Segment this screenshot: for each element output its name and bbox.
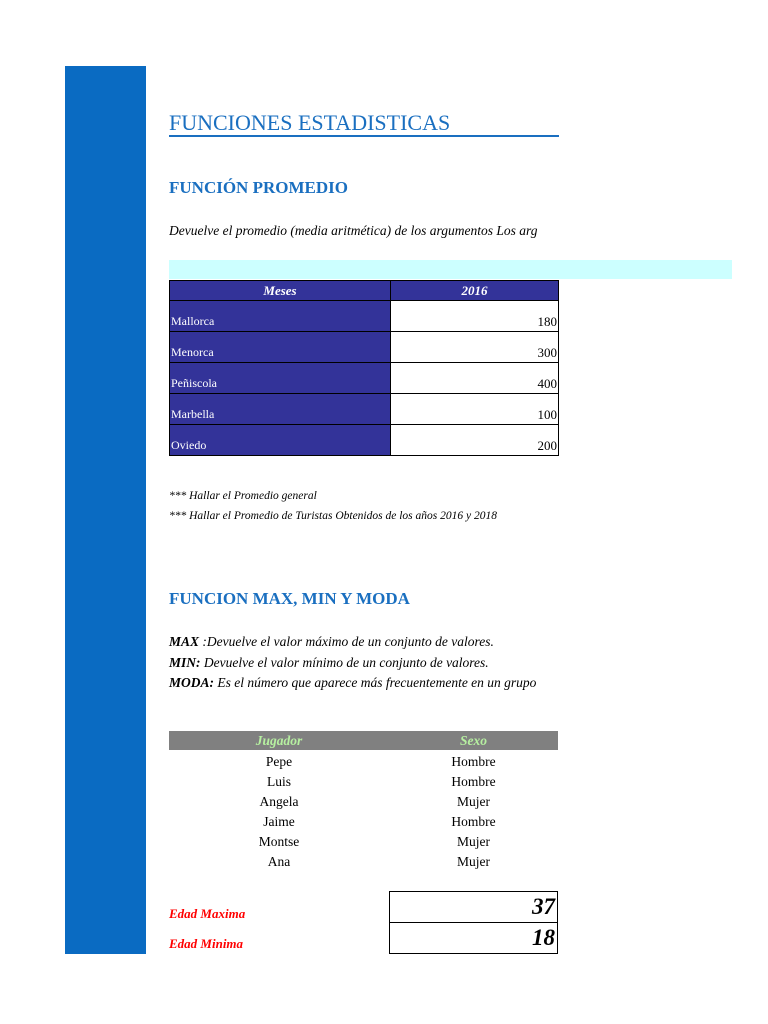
table-row	[170, 332, 559, 363]
promedio-description: Devuelve el promedio (media aritmética) de los argumentos Los arg	[169, 223, 538, 238]
table-row	[169, 852, 558, 872]
edad-minima-label: Edad Minima	[169, 936, 244, 951]
sexo-cell[interactable]: Hombre	[451, 774, 496, 789]
edad-minima-cell[interactable]	[389, 922, 558, 954]
turistas-table	[169, 280, 559, 456]
table-row	[170, 425, 559, 456]
definition-moda	[169, 673, 536, 694]
value-cell[interactable]: 180	[391, 301, 559, 332]
table-row	[169, 792, 558, 812]
sexo-cell[interactable]: Hombre	[451, 814, 496, 829]
cyan-band	[169, 260, 732, 279]
column-header-meses[interactable]: Meses	[170, 281, 391, 301]
column-header-jugador[interactable]: Jugador	[255, 733, 303, 748]
definition-max	[169, 632, 536, 653]
note-promedio-general: *** Hallar el Promedio general	[169, 490, 317, 502]
left-blue-sidebar	[65, 66, 146, 954]
table-row	[170, 394, 559, 425]
value-cell[interactable]: 200	[391, 425, 559, 456]
definition-text: :Devuelve el valor máximo de un conjunto de valores.	[199, 634, 494, 649]
value-cell[interactable]: 300	[391, 332, 559, 363]
definition-text: Es el número que aparece más frecuentemente en un grupo	[214, 675, 537, 690]
value-cell[interactable]: 100	[391, 394, 559, 425]
term-max: MAX	[169, 634, 200, 649]
sexo-cell[interactable]: Mujer	[457, 794, 490, 809]
term-moda: MODA:	[169, 675, 215, 690]
note-promedio-turistas: *** Hallar el Promedio de Turistas Obtenidos de los años 2016 y 2018	[169, 510, 497, 522]
jugador-cell[interactable]: Angela	[259, 794, 299, 809]
definitions-block	[169, 632, 536, 694]
sexo-cell[interactable]: Hombre	[451, 754, 496, 769]
term-min: MIN:	[169, 654, 201, 670]
column-header-2016[interactable]: 2016	[391, 281, 559, 301]
maxmin-heading: FUNCION MAX, MIN Y MODA	[169, 589, 410, 608]
place-cell[interactable]: Oviedo	[170, 425, 391, 456]
edad-minima-value: 18	[532, 925, 555, 950]
edad-maxima-label: Edad Maxima	[169, 906, 246, 921]
table-row	[170, 301, 559, 332]
jugador-cell[interactable]: Luis	[266, 774, 291, 789]
jugador-cell[interactable]: Ana	[267, 854, 291, 869]
place-cell[interactable]: Mallorca	[170, 301, 391, 332]
jugadores-header	[169, 731, 558, 750]
table-row	[169, 752, 558, 772]
page-title: FUNCIONES ESTADISTICAS	[169, 110, 451, 135]
promedio-heading: FUNCIÓN PROMEDIO	[169, 178, 348, 197]
place-cell[interactable]: Marbella	[170, 394, 391, 425]
place-cell[interactable]: Peñiscola	[170, 363, 391, 394]
sexo-cell[interactable]: Mujer	[457, 834, 490, 849]
definition-min	[169, 653, 536, 674]
column-header-sexo[interactable]: Sexo	[460, 733, 487, 748]
jugador-cell[interactable]: Montse	[258, 834, 300, 849]
definition-text: Devuelve el valor mínimo de un conjunto de valores.	[200, 654, 489, 670]
table-row	[169, 832, 558, 852]
sexo-cell[interactable]: Mujer	[457, 854, 490, 869]
edad-maxima-value: 37	[532, 894, 555, 919]
edad-maxima-cell[interactable]	[389, 891, 558, 923]
table-row	[169, 812, 558, 832]
title-underline	[169, 135, 559, 137]
table-row	[169, 772, 558, 792]
value-cell[interactable]: 400	[391, 363, 559, 394]
table-row	[170, 363, 559, 394]
jugador-cell[interactable]: Jaime	[263, 814, 295, 829]
jugador-cell[interactable]: Pepe	[265, 754, 293, 769]
place-cell[interactable]: Menorca	[170, 332, 391, 363]
